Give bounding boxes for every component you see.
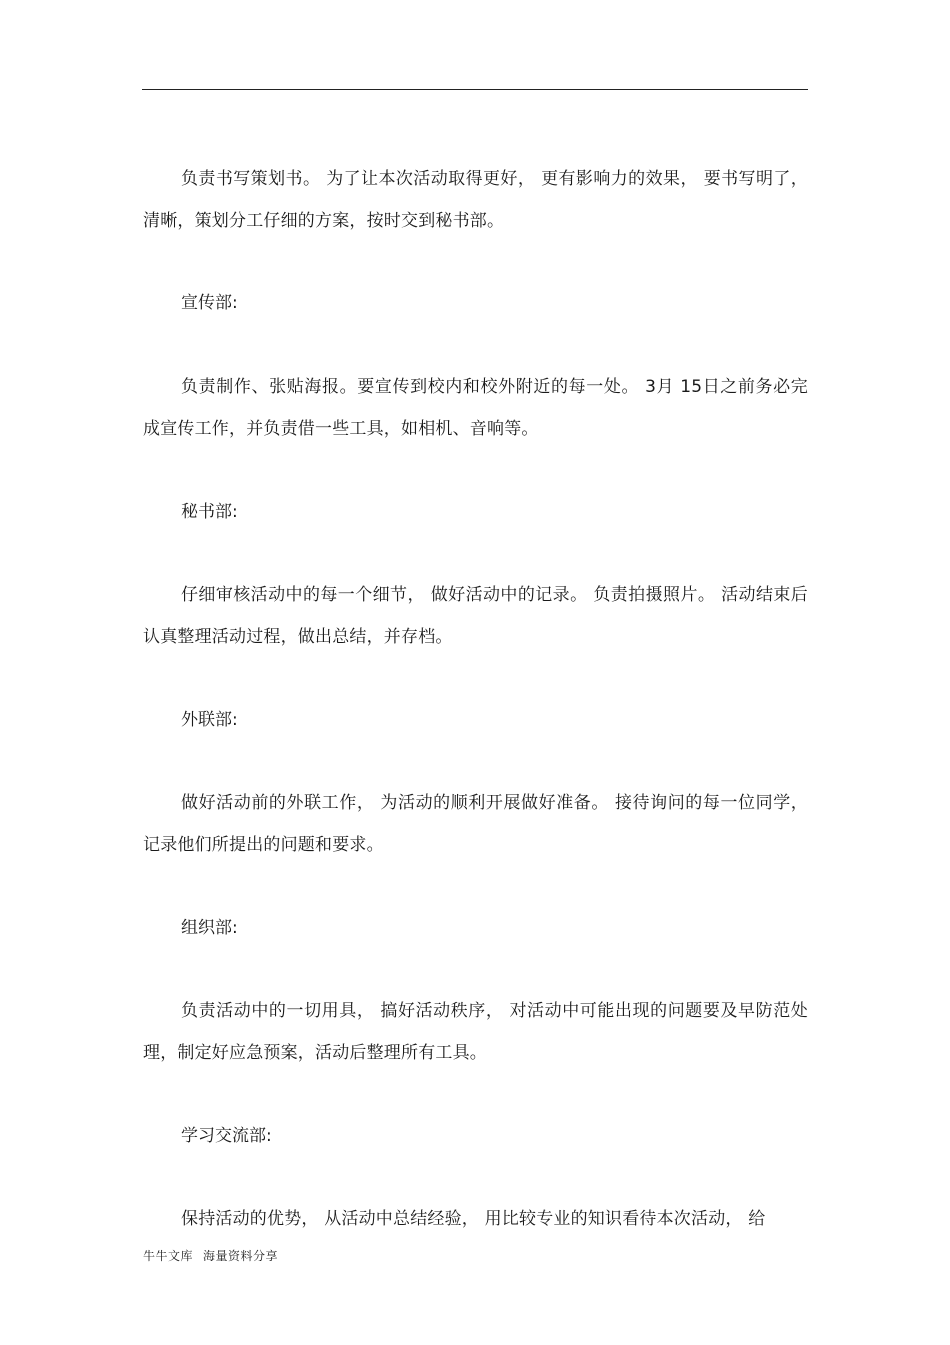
heading-liaison-dept: 外联部: bbox=[181, 710, 238, 730]
paragraph-study-exchange-duties: 保持活动的优势， 从活动中总结经验， 用比较专业的知识看待本次活动， 给 bbox=[181, 1209, 766, 1229]
footer-slogan: 海量资料分享 bbox=[203, 1249, 279, 1263]
header-rule bbox=[142, 89, 808, 90]
heading-publicity-dept: 宣传部: bbox=[181, 293, 238, 313]
heading-secretariat-dept: 秘书部: bbox=[181, 502, 238, 522]
page-footer bbox=[143, 1248, 278, 1264]
paragraph-secretariat-duties: 仔细审核活动中的每一个细节， 做好活动中的记录。 负责拍摄照片。 活动结束后认真整理活动过程，做出总结，并存档。 bbox=[143, 585, 808, 647]
paragraph-liaison-duties: 做好活动前的外联工作， 为活动的顺利开展做好准备。 接待询问的每一位同学，记录他们所提出的问题和要求。 bbox=[143, 793, 808, 855]
footer-brand: 牛牛文库 bbox=[143, 1249, 194, 1263]
heading-organization-dept: 组织部: bbox=[181, 918, 238, 938]
paragraph-secretary-duties: 负责书写策划书。 为了让本次活动取得更好， 更有影响力的效果， 要书写明了，清晰，策划分工仔细的方案，按时交到秘书部。 bbox=[143, 169, 808, 231]
paragraph-publicity-duties: 负责制作、张贴海报。要宣传到校内和校外附近的每一处。 3月 15日之前务必完成宣传工作，并负责借一些工具，如相机、音响等。 bbox=[143, 377, 808, 439]
heading-study-exchange-dept: 学习交流部: bbox=[181, 1126, 272, 1146]
paragraph-organization-duties: 负责活动中的一切用具， 搞好活动秩序， 对活动中可能出现的问题要及早防范处理，制定好应急预案，活动后整理所有工具。 bbox=[143, 1001, 808, 1063]
